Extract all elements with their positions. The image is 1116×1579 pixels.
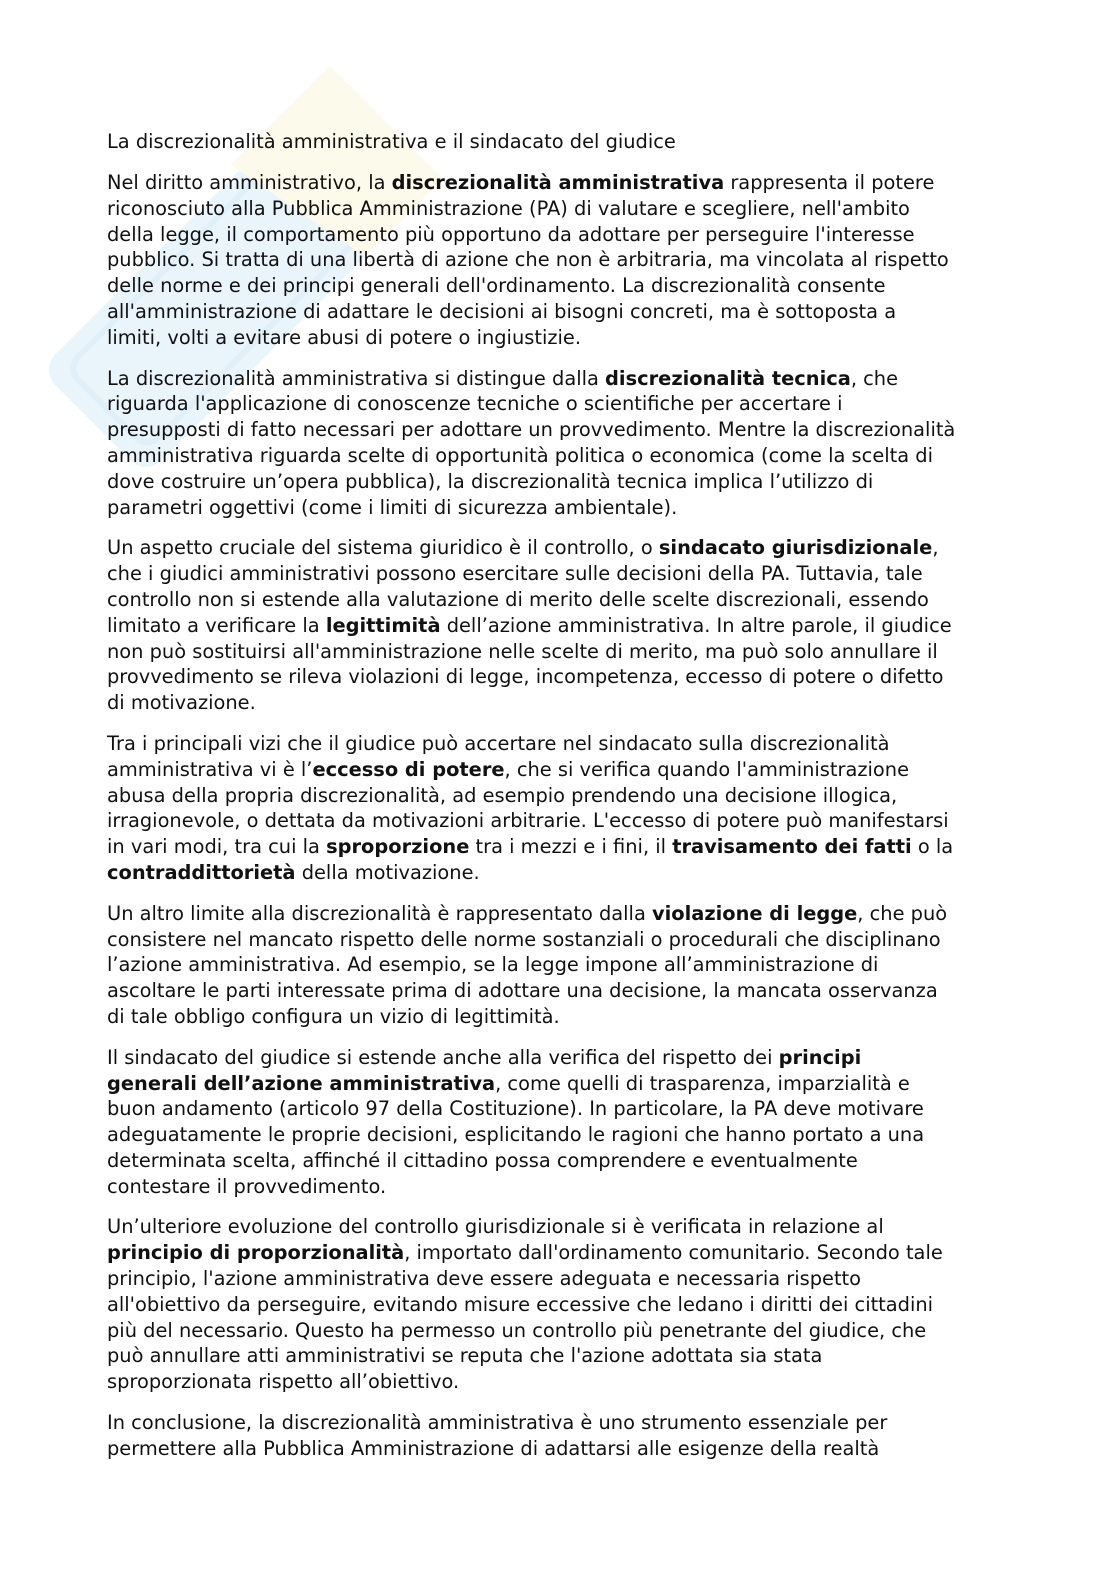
text-run: della motivazione.: [295, 860, 480, 884]
bold-term: generali dell’azione amministrativa: [107, 1071, 496, 1095]
document-body: [107, 170, 1007, 1462]
text-run: Un altro limite alla discrezionalità è rappresentato dalla: [107, 901, 652, 925]
text-run: può annullare atti amministrativi se reputa che l'azione adottata sia stata: [107, 1344, 823, 1368]
text-run: delle norme e dei principi generali dell'ordinamento. La discrezionalità consente: [107, 274, 886, 298]
text-run: di motivazione.: [107, 691, 256, 715]
paragraph-4: [107, 731, 1007, 886]
text-run: Il sindacato del giudice si estende anche alla verifica del rispetto dei: [107, 1045, 779, 1069]
bold-term: travisamento dei fatti: [672, 835, 912, 859]
text-run: adeguatamente le proprie decisioni, esplicitando le ragioni che hanno portato a una: [107, 1123, 925, 1147]
bold-term: principi: [778, 1045, 862, 1069]
text-run: , che si verifica quando l'amministrazione: [504, 757, 909, 781]
text-run: determinata scelta, affinché il cittadino possa comprendere e eventualmente: [107, 1148, 858, 1172]
text-run: irragionevole, o dettata da motivazioni arbitrarie. L'eccesso di potere può manifestarsi: [107, 809, 949, 833]
paragraph-6: [107, 1045, 1007, 1200]
bold-term: violazione di legge: [652, 901, 858, 925]
text-run: più del necessario. Questo ha permesso un controllo più penetrante del giudice, che: [107, 1318, 927, 1342]
text-run: che i giudici amministrativi possono esercitare sulle decisioni della PA. Tuttavia, tale: [107, 562, 923, 586]
text-run: Tra i principali vizi che il giudice può accertare nel sindacato sulla discrezionalità: [107, 731, 890, 755]
text-run: in vari modi, tra cui la: [107, 835, 327, 859]
text-run: l’azione amministrativa. Ad esempio, se la legge impone all’amministrazione di: [107, 953, 879, 977]
text-run: all'amministrazione di adattare le decisioni ai bisogni concreti, ma è sottoposta a: [107, 299, 897, 323]
text-run: non può sostituirsi all'amministrazione nelle scelte di merito, ma può solo annullare il: [107, 639, 938, 663]
bold-term: discrezionalità tecnica: [605, 366, 851, 390]
text-run: della legge, il comportamento più opportuno da adottare per perseguire l'interesse: [107, 222, 915, 246]
text-run: La discrezionalità amministrativa si distingue dalla: [107, 366, 606, 390]
text-run: o la: [911, 835, 954, 859]
text-run: , che: [850, 366, 899, 390]
text-run: presupposti di fatto necessari per adottare un provvedimento. Mentre la discrezionalità: [107, 418, 956, 442]
text-run: ,: [932, 536, 939, 560]
text-run: limiti, volti a evitare abusi di potere o ingiustizie.: [107, 325, 581, 349]
text-run: , come quelli di trasparenza, imparzialità e: [495, 1071, 910, 1095]
bold-term: contraddittorietà: [107, 860, 296, 884]
paragraph-8: [107, 1410, 1007, 1462]
text-run: tra i mezzi e i fini, il: [469, 835, 673, 859]
bold-term: sproporzione: [326, 835, 470, 859]
text-run: provvedimento se rileva violazioni di legge, incompetenza, eccesso di potere o difetto: [107, 665, 944, 689]
text-run: dove costruire un’opera pubblica), la discrezionalità tecnica implica l’utilizzo di: [107, 469, 874, 493]
paragraph-5: [107, 901, 1007, 1030]
text-run: , che può: [857, 901, 948, 925]
text-run: abusa della propria discrezionalità, ad esempio prendendo una decisione illogica,: [107, 783, 898, 807]
text-run: riguarda l'applicazione di conoscenze tecniche o scientifiche per accertare i: [107, 392, 843, 416]
text-run: consistere nel mancato rispetto delle norme sostanziali o procedurali che disciplinano: [107, 927, 941, 951]
document-page: [107, 129, 1007, 1477]
document-title: La discrezionalità amministrativa e il sindacato del giudice: [107, 130, 676, 153]
paragraph-1: [107, 170, 1007, 351]
bold-term: discrezionalità amministrativa: [391, 171, 725, 194]
bold-term: sindacato giurisdizionale: [658, 536, 933, 560]
text-run: buon andamento (articolo 97 della Costituzione). In particolare, la PA deve motivare: [107, 1097, 924, 1121]
bold-term: principio di proporzionalità: [107, 1241, 405, 1265]
paragraph-7: [107, 1214, 1007, 1395]
text-run: all'obiettivo da perseguire, evitando misure eccessive che ledano i diritti dei cittadini: [107, 1292, 934, 1316]
text-run: rappresenta il potere: [724, 171, 935, 194]
text-run: di tale obbligo configura un vizio di legittimità.: [107, 1004, 560, 1028]
text-run: ascoltare le parti interessate prima di adottare una decisione, la mancata osservanza: [107, 979, 938, 1003]
text-run: Un aspetto cruciale del sistema giuridico è il controllo, o: [107, 536, 659, 560]
paragraph-3: [107, 535, 1007, 716]
paragraph-2: [107, 366, 1007, 521]
bold-term: eccesso di potere: [312, 757, 505, 781]
text-run: controllo non si estende alla valutazione di merito delle scelte discrezionali, essendo: [107, 587, 929, 611]
text-run: Un’ulteriore evoluzione del controllo giurisdizionale si è verificata in relazione al: [107, 1215, 884, 1239]
text-run: dell’azione amministrativa. In altre parole, il giudice: [440, 613, 952, 637]
text-run: limitato a verificare la: [107, 613, 326, 637]
text-run: riconosciuto alla Pubblica Amministrazione (PA) di valutare e scegliere, nell'ambito: [107, 196, 910, 220]
text-run: pubblico. Si tratta di una libertà di azione che non è arbitraria, ma vincolata al rispetto: [107, 248, 949, 272]
text-run: principio, l'azione amministrativa deve essere adeguata e necessaria rispetto: [107, 1267, 862, 1291]
text-run: amministrativa riguarda scelte di opportunità politica o economica (come la scelta di: [107, 443, 933, 467]
text-run: sproporzionata rispetto all’obiettivo.: [107, 1370, 460, 1394]
text-run: In conclusione, la discrezionalità amministrativa è uno strumento essenziale per: [107, 1411, 888, 1435]
text-run: parametri oggettivi (come i limiti di sicurezza ambientale).: [107, 495, 678, 519]
text-run: , importato dall'ordinamento comunitario. Secondo tale: [404, 1241, 943, 1265]
text-run: permettere alla Pubblica Amministrazione di adattarsi alle esigenze della realtà: [107, 1436, 880, 1460]
bold-term: legittimità: [325, 613, 441, 637]
text-run: amministrativa vi è l’: [107, 757, 313, 781]
text-run: Nel diritto amministrativo, la: [107, 171, 392, 194]
text-run: contestare il provvedimento.: [107, 1174, 387, 1198]
